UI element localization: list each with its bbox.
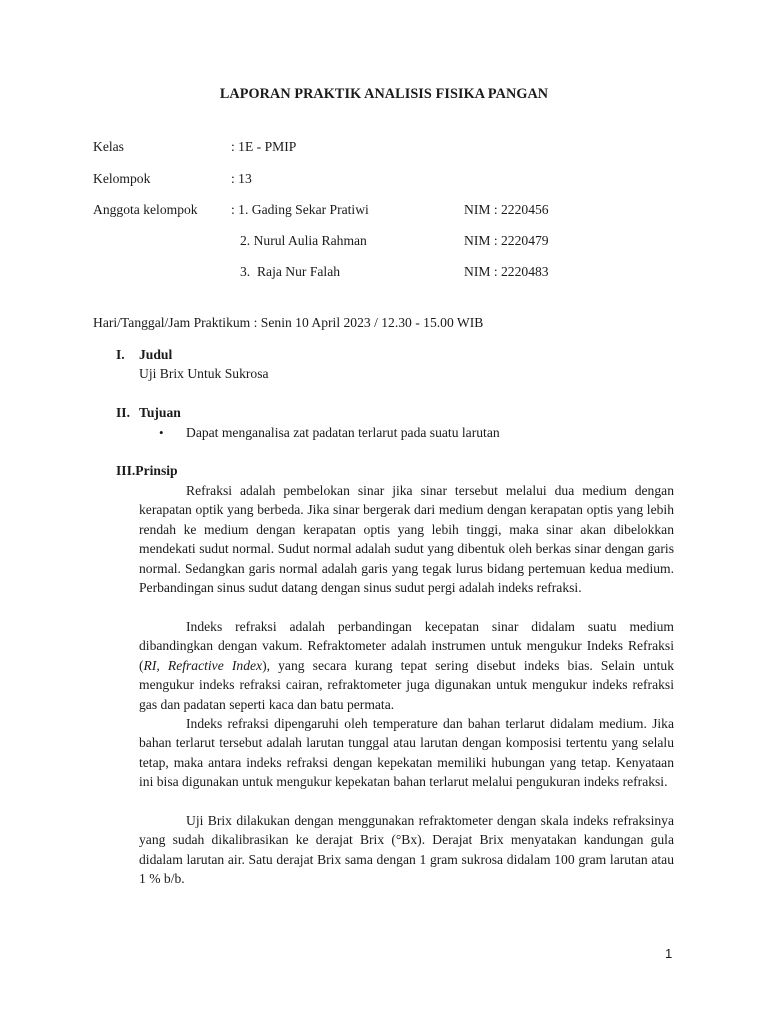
- paragraph-text: ), yang secara kurang tepat sering disebut indeks bias. Selain untuk mengukur indeks refraksi cairan, refraktometer juga digunakan untuk mengukur indeks refraksi gas dan padatan seperti kaca dan batu permata.: [139, 657, 674, 712]
- kelas-label: Kelas: [93, 139, 124, 154]
- section-number: II.: [116, 405, 130, 420]
- member-name: 2. Nurul Aulia Rahman: [240, 233, 367, 248]
- paragraph-text: Refraksi adalah pembelokan sinar jika sinar tersebut melalui dua medium dengan kerapatan optik yang berbeda. Jika sinar bergerak dari medium dengan kerapatan optis yang lebih rendah ke medium dengan kerapatan optis yang lebih tinggi, maka sinar akan dibelokkan mendekati sudut normal. Sudut normal adalah sudut yang dibentuk oleh berkas sinar dengan garis normal. Sedangkan garis normal adalah garis yang tegak lurus bidang pertemuan kedua medium. Perbandingan sinus sudut datang dengan sinus sudut pergi adalah indeks refraksi.: [139, 483, 674, 596]
- schedule-line: Hari/Tanggal/Jam Praktikum : Senin 10 April 2023 / 12.30 - 15.00 WIB: [93, 315, 484, 330]
- section-heading-judul: Judul: [139, 347, 173, 362]
- kelompok-value: : 13: [231, 171, 252, 186]
- paragraph-text: Indeks refraksi adalah perbandingan kecepatan sinar didalam suatu medium dibandingkan dengan vakum. Refraktometer adalah instrumen untuk mengukur Indeks Refraksi (: [139, 619, 674, 673]
- page-number: 1: [665, 946, 673, 961]
- section-heading-tujuan: Tujuan: [139, 405, 181, 420]
- prinsip-paragraph-2: [139, 617, 674, 714]
- member-nim: NIM : 2220456: [464, 202, 549, 217]
- section-number: I.: [116, 347, 125, 362]
- kelompok-label: Kelompok: [93, 171, 151, 186]
- prinsip-paragraph-4: [139, 811, 674, 889]
- member-name: : 1. Gading Sekar Pratiwi: [231, 202, 369, 217]
- prinsip-paragraph-3: [139, 714, 674, 792]
- member-name: 3. Raja Nur Falah: [240, 264, 341, 279]
- kelas-value: : 1E - PMIP: [231, 139, 297, 154]
- paragraph-italic: RI, Refractive Index: [143, 657, 263, 673]
- judul-text: Uji Brix Untuk Sukrosa: [139, 366, 269, 381]
- anggota-label: Anggota kelompok: [93, 202, 198, 217]
- document-title: LAPORAN PRAKTIK ANALISIS FISIKA PANGAN: [219, 86, 549, 102]
- tujuan-bullet-text: Dapat menganalisa zat padatan terlarut pada suatu larutan: [186, 425, 500, 440]
- paragraph-text: Uji Brix dilakukan dengan menggunakan refraktometer dengan skala indeks refraksinya yang sudah dikalibrasikan ke derajat Brix (°Bx). Derajat Brix menyatakan kandungan gula didalam larutan air. Satu derajat Brix sama dengan 1 gram sukrosa didalam 100 gram larutan atau 1 % b/b.: [139, 813, 674, 887]
- prinsip-paragraph-1: [139, 481, 674, 597]
- member-nim: NIM : 2220483: [464, 264, 549, 279]
- paragraph-text: Indeks refraksi dipengaruhi oleh temperature dan bahan terlarut didalam medium. Jika bahan terlarut tersebut adalah larutan tunggal atau larutan dengan komposisi tertentu yang selalu tetap, maka antara indeks refraksi dengan kepekatan memiliki hubungan yang tetap. Kenyataan ini bisa digunakan untuk mengukur kepekatan bahan terlarut melalui pengukuran indeks refraksi.: [139, 716, 674, 790]
- section-heading-prinsip: III.Prinsip: [116, 463, 178, 478]
- member-nim: NIM : 2220479: [464, 233, 549, 248]
- bullet-icon: •: [159, 425, 164, 440]
